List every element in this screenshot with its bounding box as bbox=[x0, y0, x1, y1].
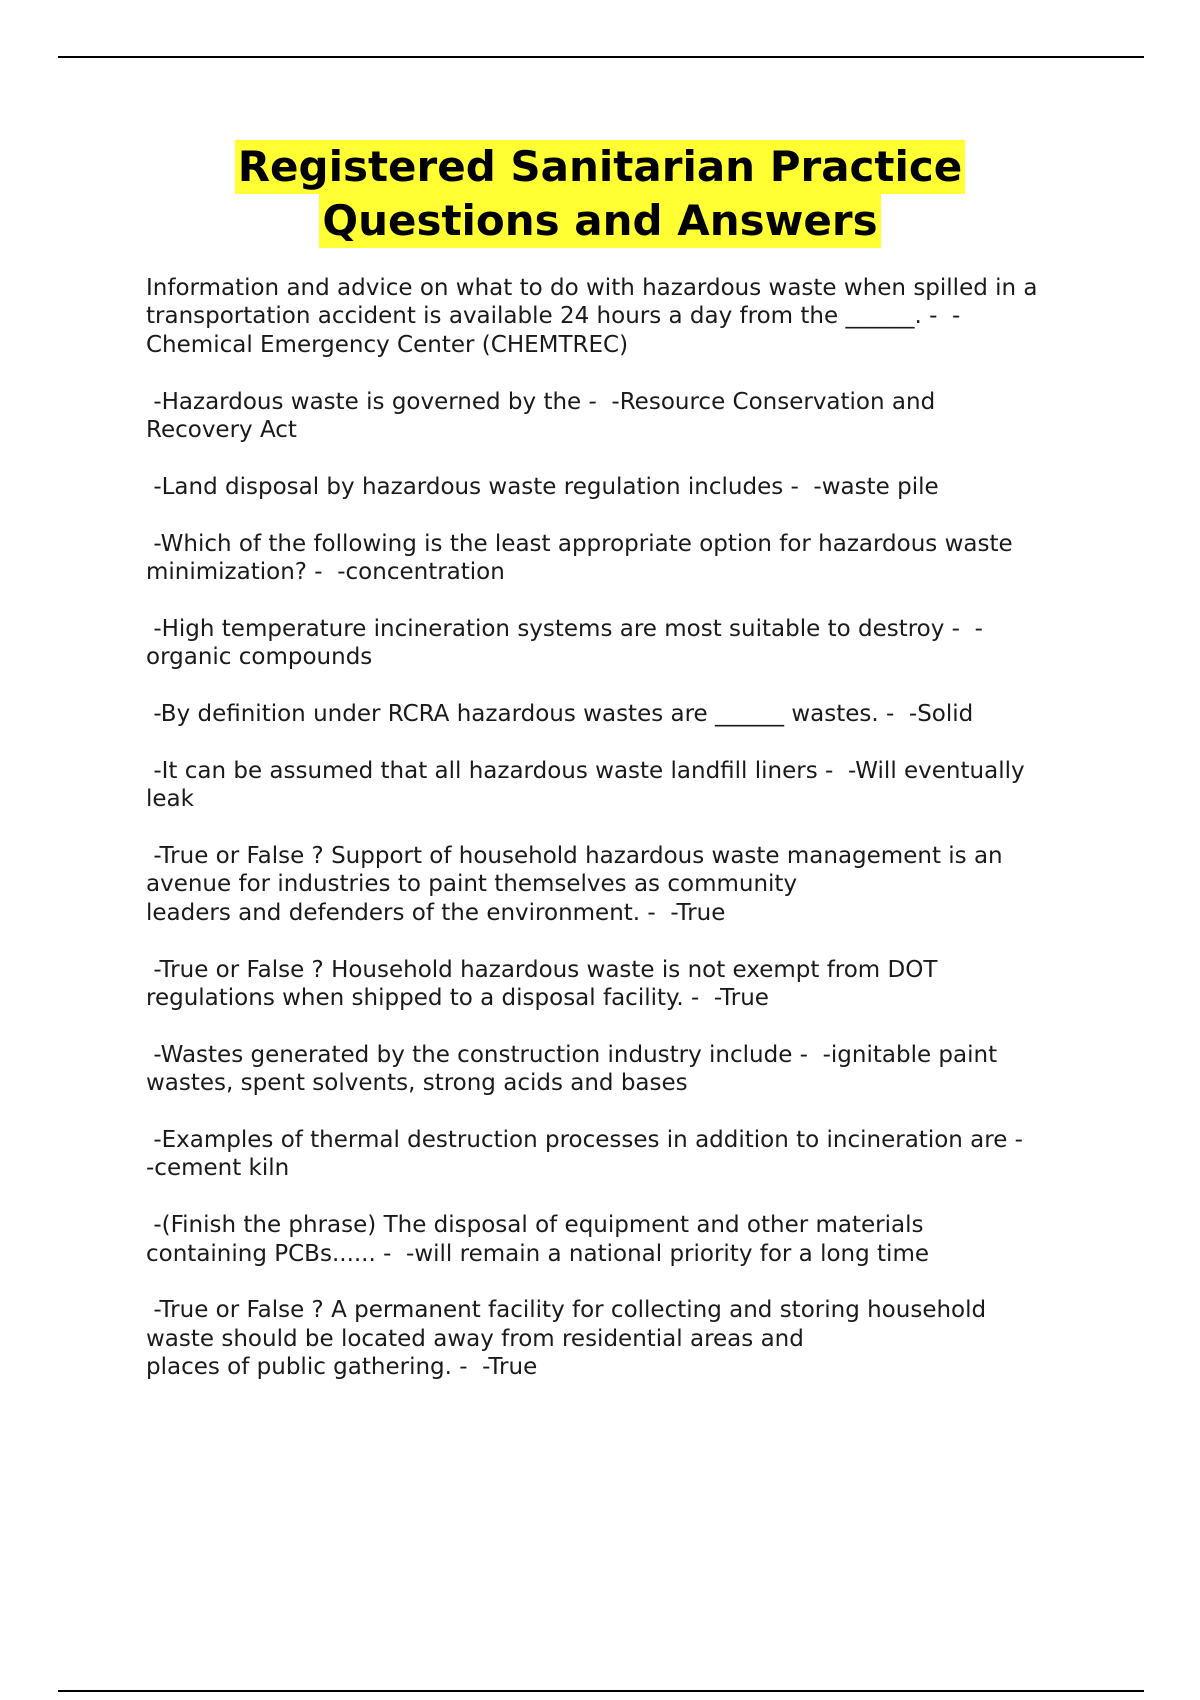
title-line-1: Registered Sanitarian Practice bbox=[235, 140, 966, 194]
qa-item: -Which of the following is the least appropriate option for hazardous waste minimization? - -concentration bbox=[146, 530, 1013, 586]
qa-item: -True or False ? Household hazardous waste is not exempt from DOT regulations when shipped to a disposal facility. - -True bbox=[146, 956, 938, 1012]
qa-item: -Hazardous waste is governed by the - -Resource Conservation and Recovery Act bbox=[146, 388, 936, 444]
qa-item: -True or False ? A permanent facility for collecting and storing household waste should be located away from residential areas and places of public gathering. - -True bbox=[146, 1297, 987, 1381]
bottom-divider bbox=[58, 1690, 1144, 1692]
qa-item: -(Finish the phrase) The disposal of equipment and other materials containing PCBs...... - -will remain a national priority for a long time bbox=[146, 1212, 929, 1267]
top-divider bbox=[58, 56, 1144, 58]
qa-item: -It can be assumed that all hazardous waste landfill liners - -Will eventually leak bbox=[146, 757, 1025, 813]
qa-item: -True or False ? Support of household hazardous waste management is an avenue for industries to paint themselves as community leaders and defenders of the environment. - -True bbox=[146, 843, 1003, 926]
qa-item: -High temperature incineration systems are most suitable to destroy - - organic compounds bbox=[146, 615, 983, 671]
qa-item: -By definition under RCRA hazardous wastes are ______ wastes. - -Solid bbox=[146, 701, 974, 728]
qa-item: -Wastes generated by the construction industry include - -ignitable paint wastes, spent solvents, strong acids and bases bbox=[146, 1041, 998, 1097]
qa-item: Information and advice on what to do with hazardous waste when spilled in a transportation accident is available 24 hours a day from the ______. - - Chemical Emergency Center (CHEMTREC) bbox=[146, 275, 1038, 358]
qa-list bbox=[146, 274, 1146, 1410]
title-line-2: Questions and Answers bbox=[319, 194, 880, 248]
qa-item: -Examples of thermal destruction processes in addition to incineration are - -cement kiln bbox=[146, 1127, 1023, 1182]
qa-item: -Land disposal by hazardous waste regulation includes - -waste pile bbox=[146, 473, 939, 500]
page-title bbox=[0, 140, 1200, 248]
